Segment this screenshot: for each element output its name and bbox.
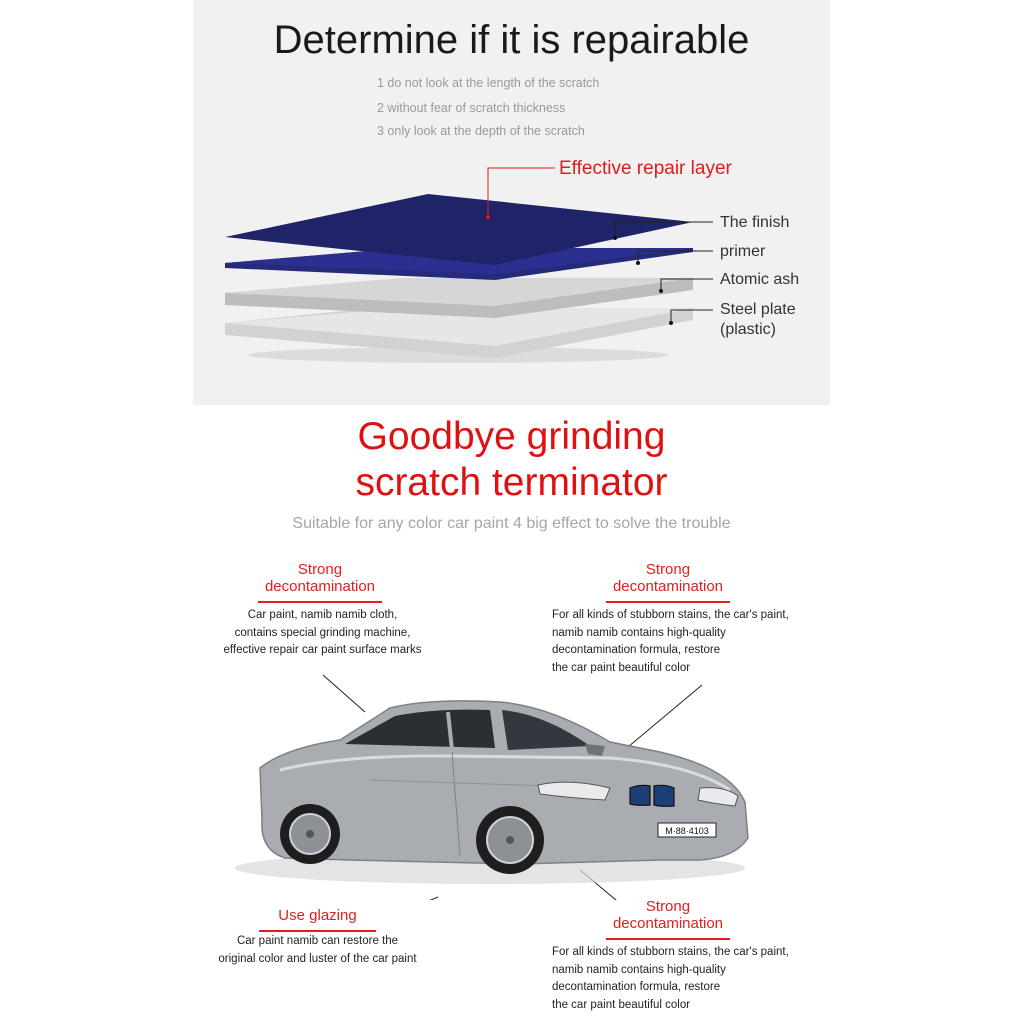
feature-2-underline [606, 601, 730, 603]
feature-1-line-1: Car paint, namib namib cloth, [247, 609, 398, 621]
feature-1-title-2: decontamination [264, 578, 376, 595]
car-grille-right [654, 785, 674, 806]
feature-1-title-1: Strong [297, 561, 343, 578]
feature-4-title-2: decontamination [612, 915, 724, 932]
feature-4 [598, 898, 738, 940]
feature-1 [250, 561, 390, 603]
subtitle: Suitable for any color car paint 4 big effect to solve the trouble [292, 515, 731, 532]
steel-dot [669, 321, 673, 325]
primer-dot [636, 261, 640, 265]
rear-hub [306, 830, 314, 838]
feature-4-line-4: the car paint beautiful color [552, 998, 691, 1011]
feature-2-leader [622, 685, 702, 752]
feature-3-line-2: original color and luster of the car paint [218, 952, 417, 965]
feature-2 [598, 561, 738, 603]
feature-2-line-2: namib namib contains high-quality [552, 626, 726, 639]
step-2: 2 without fear of scratch thickness [377, 101, 566, 115]
paint-layers-diagram [193, 150, 830, 380]
feature-4-line-3: decontamination formula, restore [552, 981, 721, 993]
feature-2-title-1: Strong [645, 561, 691, 578]
car-grille-left [630, 785, 650, 805]
effective-repair-label: Effective repair layer [559, 158, 732, 179]
feature-1-line-2: contains special grinding machine, [234, 626, 411, 639]
finish-dot [613, 236, 617, 240]
layer-label-plastic: (plastic) [720, 321, 777, 338]
feature-4-line-1: For all kinds of stubborn stains, the car's paint, [552, 946, 789, 958]
feature-2-line-1: For all kinds of stubborn stains, the car's paint, [552, 609, 789, 621]
feature-2-line-4: the car paint beautiful color [552, 661, 691, 674]
feature-1-desc [200, 607, 445, 660]
license-plate-text: M·88·4103 [665, 826, 709, 836]
step-3: 3 only look at the depth of the scratch [377, 124, 585, 138]
feature-1-line-3: effective repair car paint surface marks [223, 644, 422, 656]
headline-line-1: Goodbye grinding [357, 415, 666, 458]
feature-4-line-2: namib namib contains high-quality [552, 963, 726, 976]
feature-3-line-1: Car paint namib can restore the [236, 935, 399, 947]
feature-1-underline [258, 601, 382, 603]
layer-label-ash: Atomic ash [720, 271, 800, 288]
car-illustration [190, 660, 770, 900]
feature-3-underline [259, 930, 376, 932]
layer-label-steel: Steel plate [720, 301, 796, 318]
front-hub [506, 836, 514, 844]
feature-2-title-2: decontamination [612, 578, 724, 595]
headline [193, 414, 830, 506]
layer-label-primer: primer [720, 243, 766, 260]
feature-4-desc [552, 944, 842, 1014]
feature-3-title-1: Use glazing [278, 907, 357, 924]
step-1: 1 do not look at the length of the scratch [377, 76, 600, 90]
headline-line-2: scratch terminator [355, 461, 668, 504]
feature-4-underline [606, 938, 730, 940]
ash-dot [659, 289, 663, 293]
feature-1-leader [323, 675, 365, 712]
layer-label-finish: The finish [720, 214, 790, 231]
effective-dot [486, 215, 490, 219]
feature-3 [255, 907, 380, 932]
feature-2-line-3: decontamination formula, restore [552, 644, 721, 656]
page-title: Determine if it is repairable [273, 18, 750, 62]
feature-3-desc [195, 933, 440, 968]
feature-3-leader [390, 897, 438, 900]
feature-4-title-1: Strong [645, 898, 691, 915]
